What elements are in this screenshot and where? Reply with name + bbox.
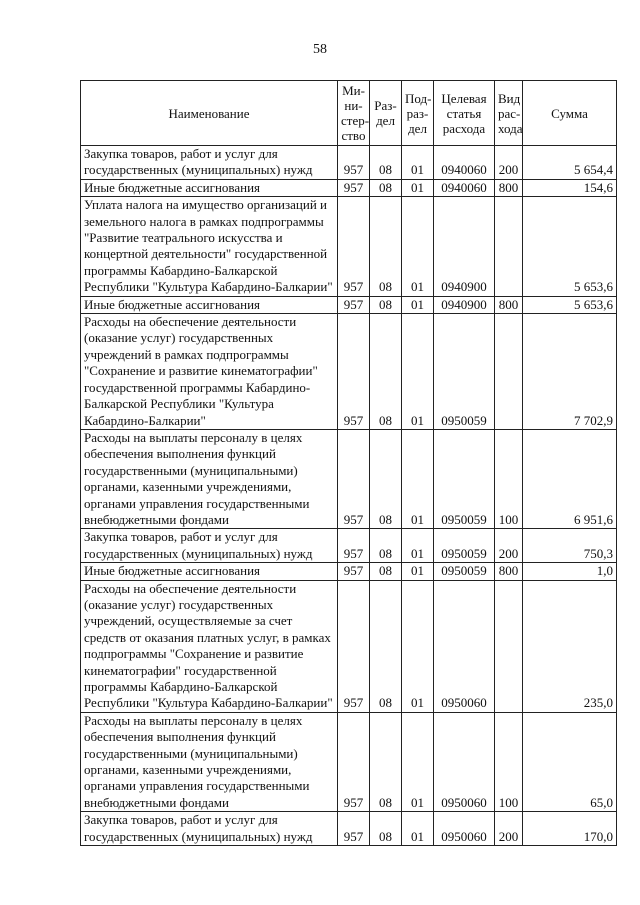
- row-subsection: 01: [402, 296, 434, 313]
- row-amount: 750,3: [523, 529, 617, 563]
- row-target: 0950059: [434, 314, 495, 430]
- row-name: Уплата налога на имущество организаций и земельного налога в рамках подпрограммы "Развитие театрального искусства и концертной деятельности" государственной программы Кабардино-Балкарской Республики "Культура Кабардино-Балкарии": [81, 197, 338, 296]
- row-target: 0950060: [434, 812, 495, 846]
- row-target: 0950059: [434, 429, 495, 528]
- row-name: Иные бюджетные ассигнования: [81, 563, 338, 580]
- header-subsection: Под- раз- дел: [402, 81, 434, 146]
- row-subsection: 01: [402, 197, 434, 296]
- row-expense-type: 100: [495, 429, 523, 528]
- row-expense-type: [495, 580, 523, 712]
- row-amount: 5 653,6: [523, 197, 617, 296]
- row-subsection: 01: [402, 314, 434, 430]
- row-name: Закупка товаров, работ и услуг для государственных (муниципальных) нужд: [81, 146, 338, 180]
- row-section: 08: [370, 563, 402, 580]
- row-section: 08: [370, 146, 402, 180]
- header-name: Наименование: [81, 81, 338, 146]
- header-expense-type: Вид рас- хода: [495, 81, 523, 146]
- row-section: 08: [370, 296, 402, 313]
- row-ministry: 957: [338, 197, 370, 296]
- table-row: [81, 712, 617, 811]
- row-ministry: 957: [338, 712, 370, 811]
- row-name: Расходы на выплаты персоналу в целях обеспечения выполнения функций государственными (муниципальными) органами, казенными учреждениями, органами управления государственными внебюджетными фондами: [81, 712, 338, 811]
- row-name: Иные бюджетные ассигнования: [81, 179, 338, 196]
- row-expense-type: 200: [495, 146, 523, 180]
- header-target: Целевая статья расхода: [434, 81, 495, 146]
- row-ministry: 957: [338, 146, 370, 180]
- table-row: [81, 197, 617, 296]
- row-name: Иные бюджетные ассигнования: [81, 296, 338, 313]
- row-subsection: 01: [402, 146, 434, 180]
- row-target: 0950059: [434, 529, 495, 563]
- header-ministry: Ми- ни- стер- ство: [338, 81, 370, 146]
- table-row: [81, 580, 617, 712]
- row-section: 08: [370, 712, 402, 811]
- row-expense-type: [495, 314, 523, 430]
- row-expense-type: 800: [495, 179, 523, 196]
- table-row: [81, 529, 617, 563]
- table-row: [81, 429, 617, 528]
- row-ministry: 957: [338, 529, 370, 563]
- row-target: 0940060: [434, 146, 495, 180]
- row-section: 08: [370, 314, 402, 430]
- row-ministry: 957: [338, 314, 370, 430]
- row-section: 08: [370, 812, 402, 846]
- row-name: Расходы на обеспечение деятельности (оказание услуг) государственных учреждений, осуществляемые за счет средств от оказания платных услуг, в рамках подпрограммы "Сохранение и развитие кинематографии" государственной программы Кабардино-Балкарской Республики "Культура Кабардино-Балкарии": [81, 580, 338, 712]
- table-row: [81, 146, 617, 180]
- row-subsection: 01: [402, 529, 434, 563]
- row-section: 08: [370, 529, 402, 563]
- row-amount: 154,6: [523, 179, 617, 196]
- row-section: 08: [370, 197, 402, 296]
- row-amount: 1,0: [523, 563, 617, 580]
- table-row: [81, 314, 617, 430]
- row-expense-type: 800: [495, 296, 523, 313]
- header-amount: Сумма: [523, 81, 617, 146]
- table-header-row: [81, 81, 617, 146]
- row-name: Расходы на обеспечение деятельности (оказание услуг) государственных учреждений в рамках подпрограммы "Сохранение и развитие кинематографии" государственной программы Кабардино-Балкарской Республики "Культура Кабардино-Балкарии": [81, 314, 338, 430]
- row-target: 0940900: [434, 296, 495, 313]
- row-subsection: 01: [402, 712, 434, 811]
- table-row: [81, 812, 617, 846]
- budget-table: [80, 80, 617, 846]
- row-subsection: 01: [402, 179, 434, 196]
- row-ministry: 957: [338, 296, 370, 313]
- row-amount: 65,0: [523, 712, 617, 811]
- row-target: 0940060: [434, 179, 495, 196]
- row-section: 08: [370, 580, 402, 712]
- row-name: Закупка товаров, работ и услуг для государственных (муниципальных) нужд: [81, 812, 338, 846]
- row-expense-type: [495, 197, 523, 296]
- row-subsection: 01: [402, 563, 434, 580]
- row-ministry: 957: [338, 580, 370, 712]
- table-row: [81, 563, 617, 580]
- row-subsection: 01: [402, 580, 434, 712]
- row-expense-type: 200: [495, 529, 523, 563]
- row-section: 08: [370, 179, 402, 196]
- row-amount: 7 702,9: [523, 314, 617, 430]
- row-amount: 5 654,4: [523, 146, 617, 180]
- row-amount: 6 951,6: [523, 429, 617, 528]
- row-section: 08: [370, 429, 402, 528]
- row-target: 0950060: [434, 712, 495, 811]
- row-target: 0950060: [434, 580, 495, 712]
- row-ministry: 957: [338, 812, 370, 846]
- row-subsection: 01: [402, 429, 434, 528]
- row-expense-type: 100: [495, 712, 523, 811]
- row-name: Закупка товаров, работ и услуг для государственных (муниципальных) нужд: [81, 529, 338, 563]
- page-number: 58: [313, 42, 327, 57]
- row-ministry: 957: [338, 563, 370, 580]
- row-target: 0950059: [434, 563, 495, 580]
- table-row: [81, 296, 617, 313]
- row-ministry: 957: [338, 429, 370, 528]
- row-target: 0940900: [434, 197, 495, 296]
- table-row: [81, 179, 617, 196]
- row-ministry: 957: [338, 179, 370, 196]
- row-amount: 170,0: [523, 812, 617, 846]
- row-subsection: 01: [402, 812, 434, 846]
- row-expense-type: 800: [495, 563, 523, 580]
- row-amount: 235,0: [523, 580, 617, 712]
- row-amount: 5 653,6: [523, 296, 617, 313]
- row-name: Расходы на выплаты персоналу в целях обеспечения выполнения функций государственными (муниципальными) органами, казенными учреждениями, органами управления государственными внебюджетными фондами: [81, 429, 338, 528]
- row-expense-type: 200: [495, 812, 523, 846]
- header-section: Раз- дел: [370, 81, 402, 146]
